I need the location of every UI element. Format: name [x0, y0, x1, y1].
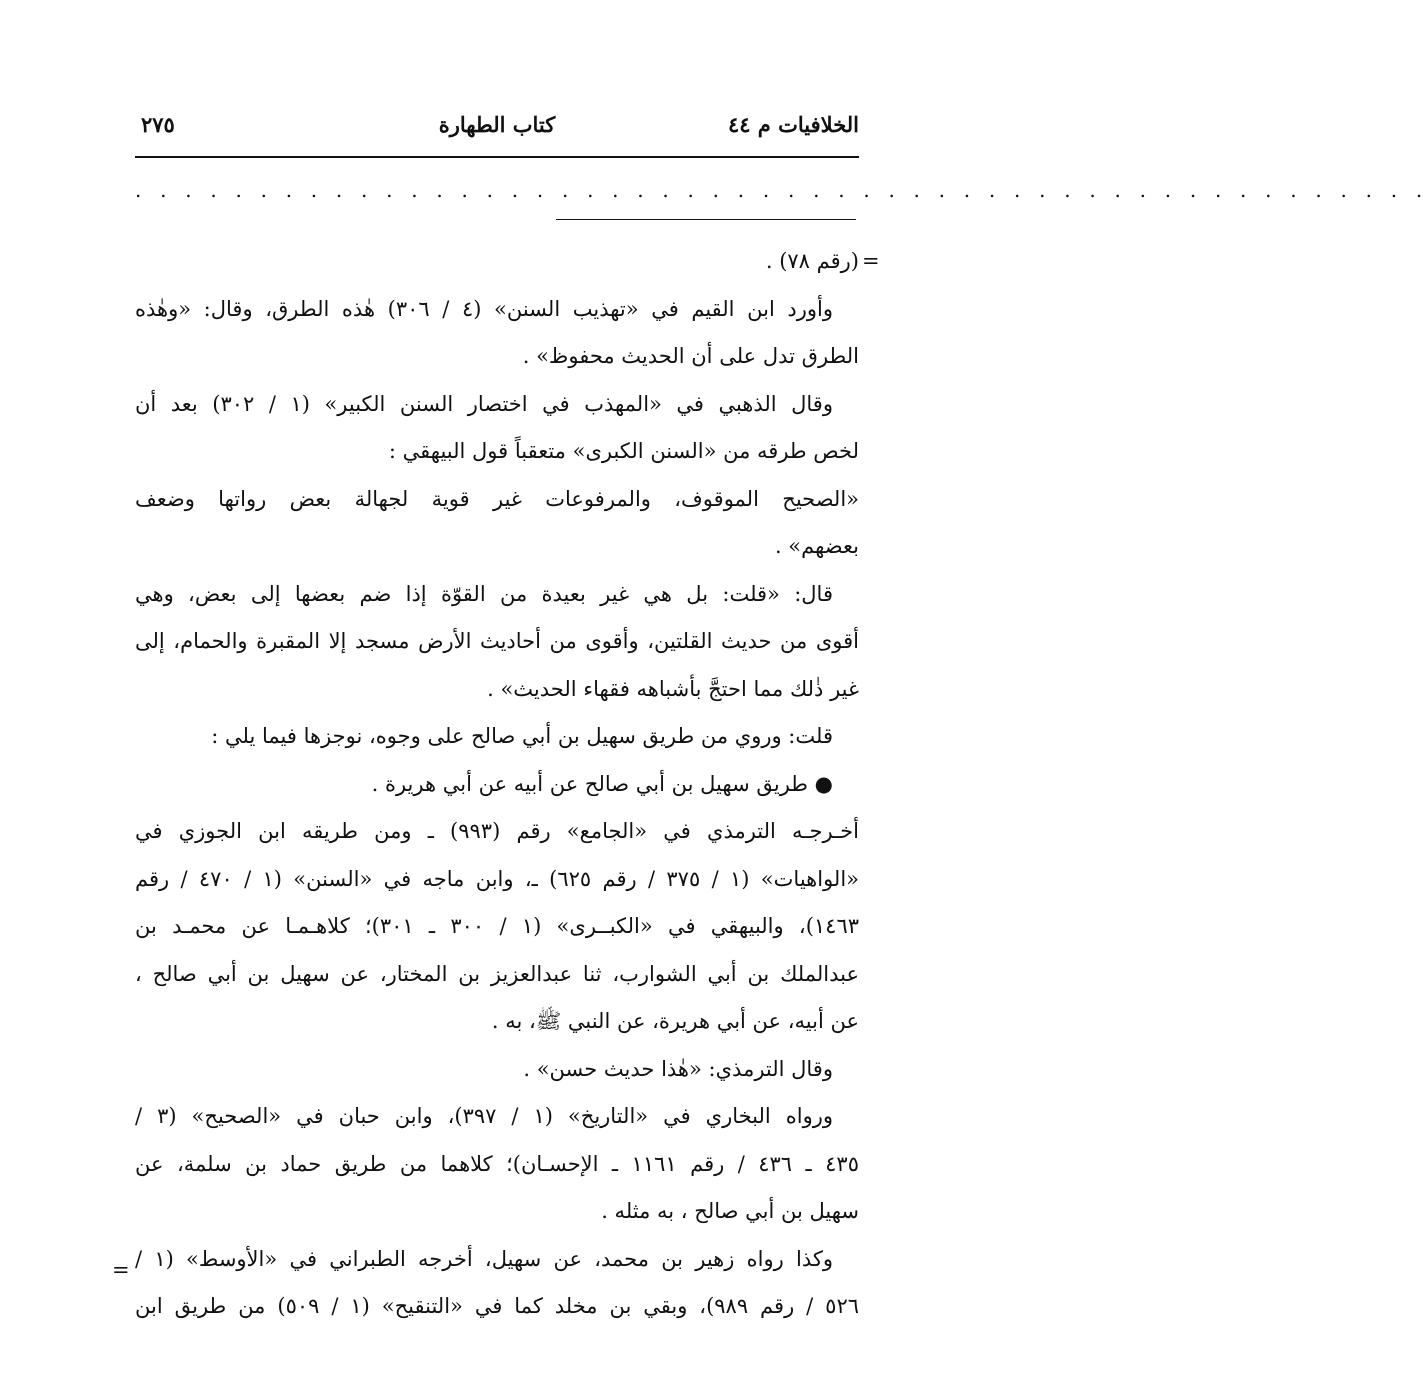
- text-line: عبدالملك بن أبي الشوارب، ثنا عبدالعزيز بن المختار، عن سهيل بن أبي صالح ،: [135, 961, 859, 986]
- running-header: [135, 112, 859, 148]
- continuation-mark-start: =: [862, 249, 880, 273]
- footnote-body: [135, 238, 859, 1331]
- text-line: أخـرجـه الترمذي في «الجامع» رقم (٩٩٣) ـ ومن طريقه ابن الجوزي في: [135, 819, 859, 843]
- text-line: ١٤٦٣)، والبيهقي في «الكبــرى» (١ / ٣٠٠ ـ ٣٠١)؛ كلاهـمـا عن محمـد بن: [135, 914, 860, 938]
- footnote-rule: [556, 219, 856, 220]
- continuation-mark-end: =: [112, 1258, 130, 1282]
- text-line: الطرق تدل على أن الحديث محفوظ» .: [522, 344, 859, 368]
- text-line: سهيل بن أبي صالح ، به مثله .: [601, 1199, 859, 1223]
- text-line: وأورد ابن القيم في «تهذيب السنن» (٤ / ٣٠٦) هٰذه الطرق، وقال: «وهٰذه: [135, 296, 833, 321]
- text-line: غير ذٰلك مما احتجَّ بأشباهه فقهاء الحديث» .: [487, 676, 859, 701]
- text-line: عن أبيه، عن أبي هريرة، عن النبي ﷺ، به .: [491, 1009, 859, 1033]
- text-line: أقوى من حديث القلتين، وأقوى من أحاديث الأرض مسجد إلا المقبرة والحمام، إلى: [135, 629, 859, 653]
- text-line: وقال الترمذي: «هٰذا حديث حسن» .: [523, 1056, 833, 1081]
- text-line: وقال الذهبي في «المهذب في اختصار السنن الكبير» (١ / ٣٠٢) بعد أن: [135, 391, 833, 416]
- page-number: ٢٧٥: [141, 112, 175, 137]
- text-line: ● طريق سهيل بن أبي صالح عن أبيه عن أبي هريرة .: [371, 771, 833, 796]
- text-line: ورواه البخاري في «التاريخ» (١ / ٣٩٧)، وابن حبان في «الصحيح» (٣ /: [135, 1104, 833, 1128]
- dotted-separator: . . . . . . . . . . . . . . . . . . . . . . . . . . . . . . . . . . . . . . . . . . . . . . . . . . . .: [135, 178, 1428, 202]
- text-line: قلت: وروي من طريق سهيل بن أبي صالح على وجوه، نوجزها فيما يلي :: [211, 724, 833, 748]
- text-line: قال: «قلت: بل هي غير بعيدة من القوّة إذا ضم بعضها إلى بعض، وهي: [135, 581, 833, 606]
- text-line: ٤٣٥ ـ ٤٣٦ / رقم ١١٦١ ـ الإحسـان)؛ كلاهما من طريق حماد بن سلمة، عن: [135, 1151, 859, 1176]
- text-line: «الصحيح الموقوف، والمرفوعات غير قوية لجهالة بعض رواتها وضعف: [135, 486, 859, 511]
- text-line: بعضهم» .: [774, 534, 859, 558]
- text-line: (رقم ٧٨) .: [765, 249, 859, 273]
- text-line: «الواهيات» (١ / ٣٧٥ / رقم ٦٢٥) ـ، وابن ماجه في «السنن» (١ / ٤٧٠ / رقم: [135, 866, 859, 891]
- text-line: لخص طرقه من «السنن الكبرى» متعقباً قول البيهقي :: [388, 439, 859, 463]
- text-line: ٥٢٦ / رقم ٩٨٩)، وبقي بن مخلد كما في «التنقيح» (١ / ٥٠٩) من طريق ابن: [135, 1294, 860, 1318]
- header-volume-label: الخلافيات م ٤٤: [727, 112, 859, 137]
- text-line: وكذا رواه زهير بن محمد، عن سهيل، أخرجه الطبراني في «الأوسط» (١ /: [135, 1246, 833, 1271]
- header-chapter-title: كتاب الطهارة: [438, 112, 556, 137]
- header-rule: [135, 156, 859, 158]
